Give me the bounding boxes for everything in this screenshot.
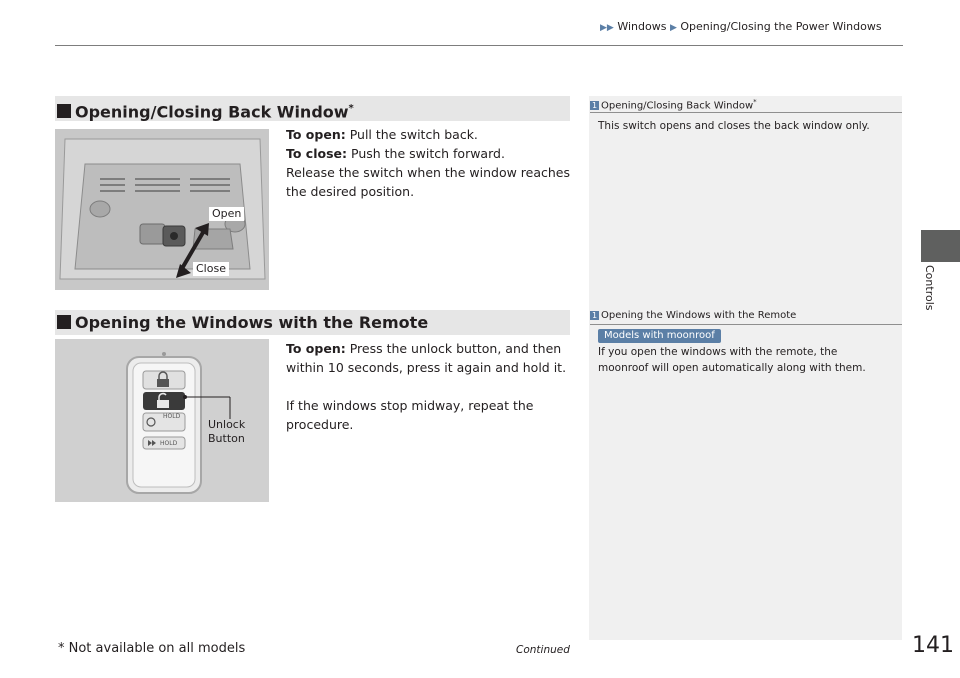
breadcrumb-arrow-icon: ▶ xyxy=(669,23,677,33)
chapter-tab-label xyxy=(917,265,957,325)
note-marker-icon: 1 xyxy=(591,101,598,111)
hold-label-2: HOLD xyxy=(160,440,178,447)
chapter-tab-text: Controls xyxy=(923,265,936,311)
note-title-remote: 1 Opening the Windows with the Remote xyxy=(591,310,797,321)
note-title-back-window: 1 Opening/Closing Back Window* xyxy=(591,98,757,112)
section-heading-back-window: Opening/Closing Back Window* xyxy=(55,96,570,121)
footnote: * Not available on all models xyxy=(58,641,246,656)
section-heading-remote: Opening the Windows with the Remote xyxy=(55,310,570,335)
section-square-icon xyxy=(57,104,71,118)
callout-close: Close xyxy=(193,262,229,276)
chapter-tab-marker[interactable] xyxy=(921,230,960,262)
callout-open: Open xyxy=(209,207,244,221)
note-divider xyxy=(590,112,902,113)
note-marker-icon: 1 xyxy=(591,311,598,320)
section1-body: To open: Pull the switch back. To close: Push the switch forward. Release the switch when the window reaches the desired position. xyxy=(286,127,571,199)
models-badge: Models with moonroof xyxy=(598,329,721,343)
section-square-icon xyxy=(57,315,71,329)
hold-label-1: HOLD xyxy=(163,413,181,420)
section2-body: To open: Press the unlock button, and then within 10 seconds, press it again and hold it. If the windows stop midway, repeat the procedure. xyxy=(286,341,567,432)
breadcrumb-windows[interactable]: Windows xyxy=(617,20,667,33)
breadcrumb xyxy=(600,20,882,33)
breadcrumb-power-windows[interactable]: Opening/Closing the Power Windows xyxy=(680,20,882,33)
breadcrumb-arrow-icon: ▶▶ xyxy=(600,23,614,33)
page-number: 141 xyxy=(912,633,954,658)
callout-unlock-button: Unlock Button xyxy=(208,418,246,445)
header-divider xyxy=(55,45,903,46)
continued-label: Continued xyxy=(516,644,570,656)
note-text-back-window: This switch opens and closes the back window only. xyxy=(598,120,870,132)
note-text-remote: If you open the windows with the remote, the moonroof will open automatically along with them. xyxy=(598,346,866,374)
note-divider xyxy=(590,324,902,325)
